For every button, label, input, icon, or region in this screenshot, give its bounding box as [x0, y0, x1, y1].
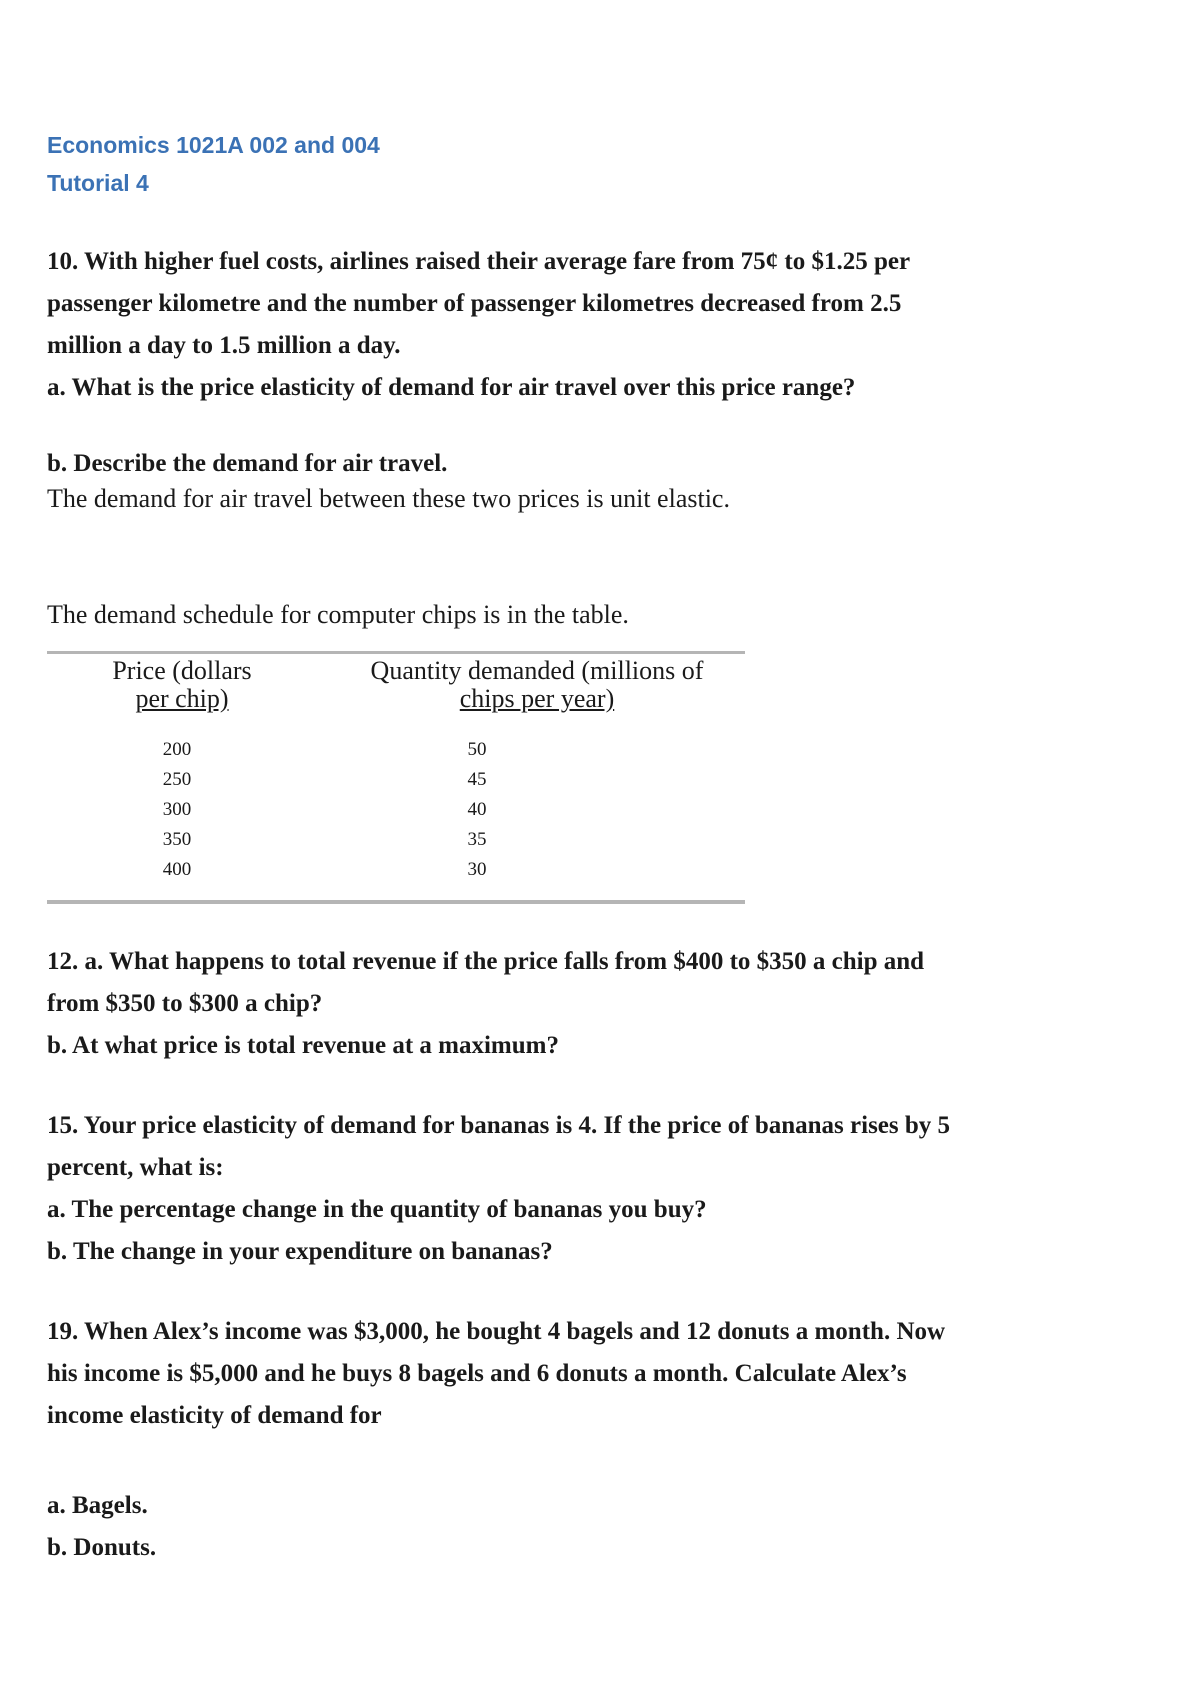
course-title: Economics 1021A 002 and 004	[47, 132, 380, 158]
column-header-price	[87, 657, 277, 713]
question-15	[47, 1105, 1157, 1273]
table-cell-quantity: 40	[467, 799, 487, 820]
q15-part-a: a. The percentage change in the quantity of bananas you buy?	[47, 1196, 707, 1223]
table-cell-price: 300	[162, 799, 192, 820]
table-cell-price: 400	[162, 859, 192, 880]
q12-line: 12. a. What happens to total revenue if the price falls from $400 to $350 a chip and	[47, 948, 925, 975]
table-cell-price: 200	[162, 739, 192, 760]
table-cell-quantity: 35	[467, 829, 487, 850]
document-header	[47, 126, 380, 202]
table-cell-price: 350	[162, 829, 192, 850]
q10-part-a: a. What is the price elasticity of demand for air travel over this price range?	[47, 374, 856, 401]
q10-part-b: b. Describe the demand for air travel.	[47, 450, 448, 477]
table-cell-price: 250	[162, 769, 192, 790]
table-cell-quantity: 50	[467, 739, 487, 760]
question-19-parts	[47, 1485, 1157, 1569]
q15-part-b: b. The change in your expenditure on bananas?	[47, 1238, 553, 1265]
table-intro-text: The demand schedule for computer chips is in the table.	[47, 600, 629, 629]
demand-schedule-table	[47, 651, 745, 903]
tutorial-title: Tutorial 4	[47, 170, 149, 196]
q19-part-a: a. Bagels.	[47, 1492, 148, 1519]
q12-part-b: b. At what price is total revenue at a maximum?	[47, 1032, 559, 1059]
column-header-quantity-line2: chips per year)	[459, 684, 615, 713]
q19-line: his income is $5,000 and he buys 8 bagels and 6 donuts a month. Calculate Alex’s	[47, 1360, 907, 1387]
q10-line: passenger kilometre and the number of passenger kilometres decreased from 2.5	[47, 290, 902, 317]
q10-line: 10. With higher fuel costs, airlines raised their average fare from 75¢ to $1.25 per	[47, 248, 911, 275]
column-header-price-line1: Price (dollars	[112, 656, 252, 685]
q19-line: income elasticity of demand for	[47, 1402, 382, 1429]
column-header-quantity-line1: Quantity demanded (millions of	[370, 656, 704, 685]
table-cell-quantity: 45	[467, 769, 487, 790]
table-top-rule	[47, 651, 745, 654]
table-cell-quantity: 30	[467, 859, 487, 880]
q19-part-b: b. Donuts.	[47, 1534, 157, 1561]
q10-line: million a day to 1.5 million a day.	[47, 332, 401, 359]
q15-line: 15. Your price elasticity of demand for bananas is 4. If the price of bananas rises by 5	[47, 1112, 951, 1139]
question-10-answer	[47, 484, 730, 514]
q15-line: percent, what is:	[47, 1154, 224, 1181]
q12-line: from $350 to $300 a chip?	[47, 990, 323, 1017]
table-intro	[47, 600, 629, 630]
column-header-quantity	[337, 657, 737, 713]
question-19	[47, 1311, 1157, 1437]
question-12	[47, 941, 1157, 1067]
table-bottom-rule	[47, 900, 745, 904]
question-10-part-b	[47, 443, 1157, 485]
question-10	[47, 241, 1157, 409]
column-header-price-line2: per chip)	[135, 684, 229, 713]
q10-answer-text: The demand for air travel between these two prices is unit elastic.	[47, 484, 730, 513]
q19-line: 19. When Alex’s income was $3,000, he bought 4 bagels and 12 donuts a month. Now	[47, 1318, 946, 1345]
